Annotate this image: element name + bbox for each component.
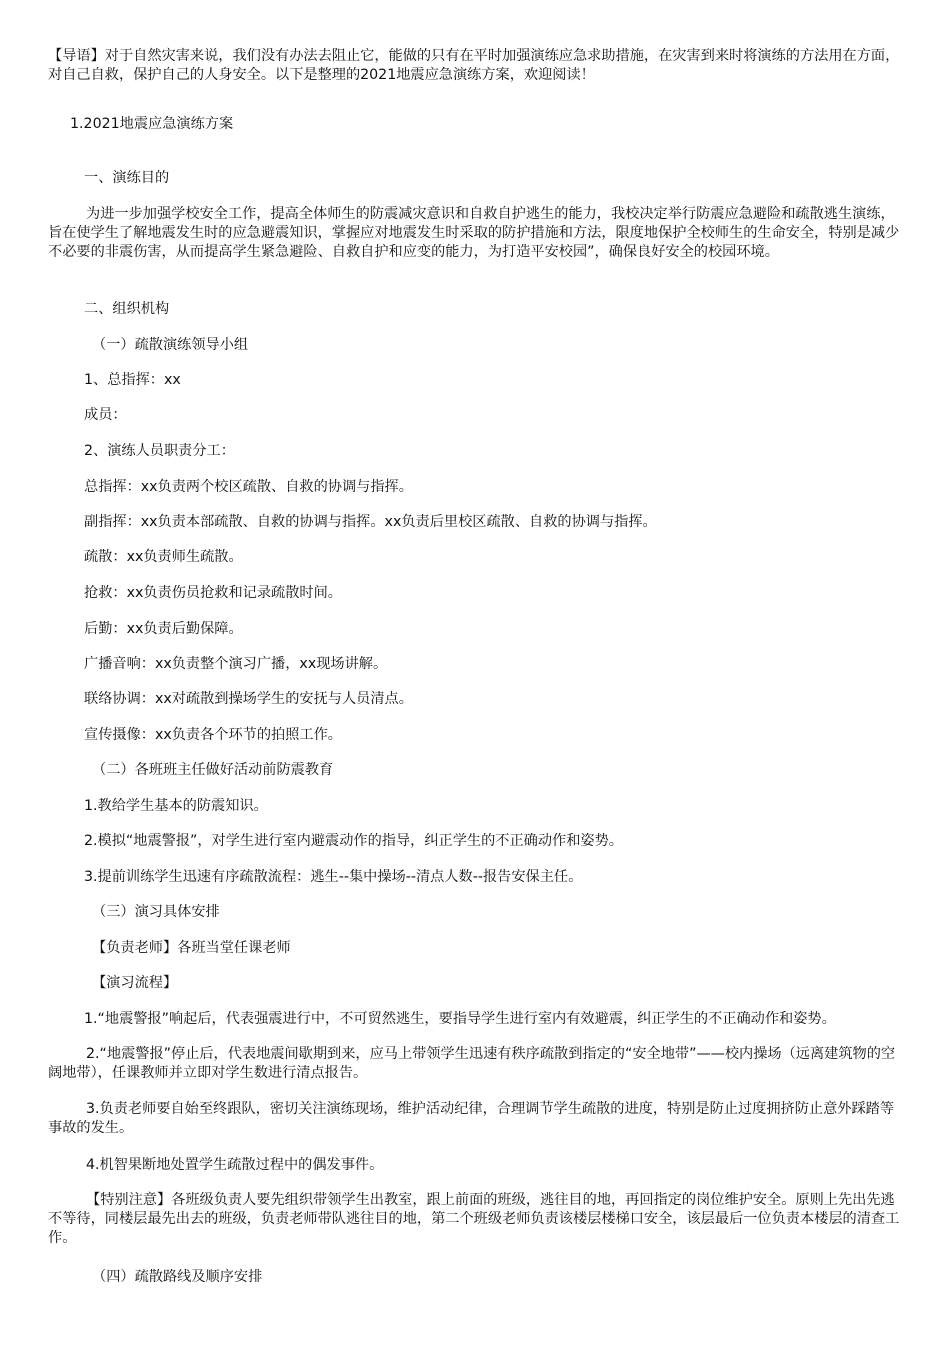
purpose-paragraph: 为进一步加强学校安全工作，提高全体师生的防震减灾意识和自救自护逃生的能力，我校决定举行防震应急避险和疏散逃生演练，旨在使学生了解地震发生时的应急避震知识，掌握应对地震发生时采取的防护措施和方法，限度地保护全校师生的生命安全，特别是减少不必要的非震伤害，从而提高学生紧急避险、自救自护和应变的能力，为打造平安校园”，确保良好安全的校园环境。 — [48, 206, 900, 260]
flow-item: 3.负责老师要自始至终跟队，密切关注演练现场，维护活动纪律，合理调节学生疏散的进度，特别是防止过度拥挤防止意外踩踏等事故的发生。 — [48, 1101, 895, 1136]
flow-item: 1.“地震警报”响起后，代表强震进行中，不可贸然逃生，要指导学生进行室内有效避震，纠正学生的不正确动作和姿势。 — [84, 1011, 836, 1027]
duty-title: 2、演练人员职责分工： — [84, 443, 235, 459]
duty-item: 总指挥：xx负责两个校区疏散、自救的协调与指挥。 — [84, 479, 413, 495]
duty-item: 副指挥：xx负责本部疏散、自救的协调与指挥。xx负责后里校区疏散、自救的协调与指挥。 — [84, 514, 657, 530]
teacher-line: 【负责老师】各班当堂任课老师 — [92, 940, 291, 956]
heading-purpose: 一、演练目的 — [84, 170, 170, 186]
members-line: 成员： — [84, 407, 127, 423]
subheading-education: （二）各班班主任做好活动前防震教育 — [92, 762, 334, 778]
duty-item: 抢救：xx负责伤员抢救和记录疏散时间。 — [84, 585, 342, 601]
special-note-paragraph: 【特别注意】各班级负责人要先组织带领学生出教室，跟上前面的班级，逃往目的地，再回指定的岗位维护安全。原则上先出先逃不等待，同楼层最先出去的班级，负责老师带队逃往目的地，第二个班级老师负责该楼层楼梯口安全，该层最后一位负责本楼层的清查工作。 — [48, 1192, 900, 1246]
duty-item: 疏散：xx负责师生疏散。 — [84, 549, 243, 565]
education-item: 3.提前训练学生迅速有序疏散流程：逃生--集中操场--清点人数--报告安保主任。 — [84, 869, 583, 885]
subheading-leadership: （一）疏散演练领导小组 — [92, 337, 249, 353]
flow-title: 【演习流程】 — [92, 975, 178, 991]
section-title: 1.2021地震应急演练方案 — [70, 116, 234, 132]
duty-item: 广播音响：xx负责整个演习广播，xx现场讲解。 — [84, 656, 388, 672]
duty-item: 联络协调：xx对疏散到操场学生的安抚与人员清点。 — [84, 691, 413, 707]
duty-item: 宣传摄像：xx负责各个环节的拍照工作。 — [84, 727, 342, 743]
commander-line: 1、总指挥：xx — [84, 372, 181, 388]
education-item: 2.模拟“地震警报”，对学生进行室内避震动作的指导，纠正学生的不正确动作和姿势。 — [84, 833, 623, 849]
heading-organization: 二、组织机构 — [84, 301, 170, 317]
subheading-arrangement: （三）演习具体安排 — [92, 904, 220, 920]
flow-item: 4.机智果断地处置学生疏散过程中的偶发事件。 — [86, 1157, 384, 1173]
flow-item: 2.“地震警报”停止后，代表地震间歇期到来，应马上带领学生迅速有秩序疏散到指定的“安全地带”——校内操场（远离建筑物的空阔地带），任课教师并立即对学生数进行清点报告。 — [48, 1046, 896, 1081]
intro-paragraph: 【导语】对于自然灾害来说，我们没有办法去阻止它，能做的只有在平时加强演练应急求助措施，在灾害到来时将演练的方法用在方面，对自己自救，保护自己的人身安全。以下是整理的2021地震应急演练方案，欢迎阅读！ — [48, 48, 900, 83]
education-item: 1.教给学生基本的防震知识。 — [84, 798, 268, 814]
duty-item: 后勤：xx负责后勤保障。 — [84, 621, 243, 637]
subheading-evacuation-route: （四）疏散路线及顺序安排 — [92, 1269, 263, 1285]
